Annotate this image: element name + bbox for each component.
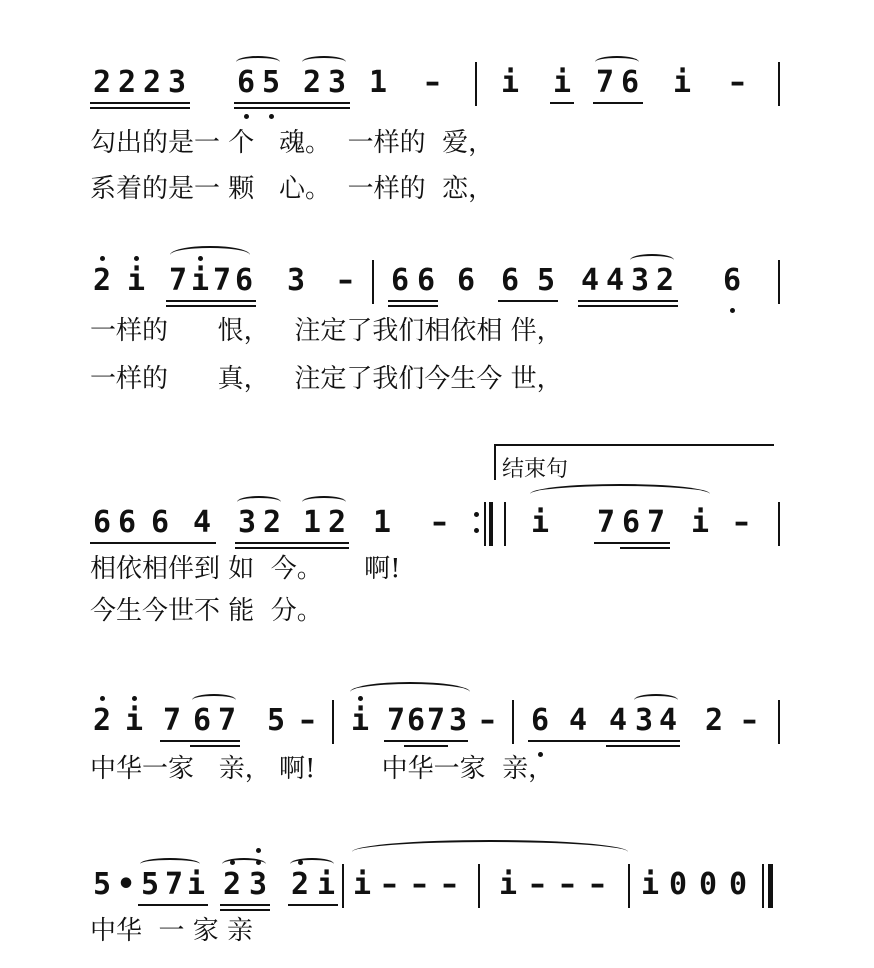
dash: – [382, 867, 397, 902]
beam [528, 740, 680, 742]
dash: – [300, 703, 315, 738]
note: 1 [302, 505, 322, 540]
high-octave-dot [230, 860, 235, 865]
slur [302, 496, 346, 508]
note: 7 [217, 703, 237, 738]
note: i [672, 65, 692, 100]
high-octave-dot [298, 860, 303, 865]
lyric-verse-2: 系着的是一 颗 心。 一样的 恋， [90, 174, 495, 204]
beam [384, 740, 468, 742]
barline [778, 700, 780, 744]
note: 7 [386, 703, 406, 738]
note: 7 [162, 703, 182, 738]
high-octave-dot [100, 696, 105, 701]
lyric-verse-1: 中华 一 家 亲 [90, 916, 254, 946]
barline [342, 864, 344, 908]
note: 7 [212, 263, 232, 298]
beam [578, 305, 678, 307]
lyric-verse-1: 相依相伴到 如 今。 啊! [90, 554, 401, 584]
note: 6 [117, 505, 137, 540]
beam [498, 300, 558, 302]
note: 4 [580, 263, 600, 298]
note: 5 [140, 867, 160, 902]
barline [778, 260, 780, 304]
dash: – [338, 263, 353, 298]
lyric-verse-1: 中华一家 亲， 啊! 中华一家 亲， [90, 754, 555, 784]
beam [388, 300, 438, 302]
note: 4 [658, 703, 678, 738]
beam [235, 547, 349, 549]
note: 2 [142, 65, 162, 100]
dash: – [734, 505, 749, 540]
beam [160, 740, 240, 742]
note: 6 [500, 263, 520, 298]
beam [550, 102, 574, 104]
beam [620, 547, 670, 549]
note: 6 [234, 263, 254, 298]
notes-line-1 [0, 60, 874, 110]
barline [478, 864, 480, 908]
beam [593, 102, 643, 104]
ending-label: 结束句 [502, 457, 569, 482]
note: i [640, 867, 660, 902]
beam [235, 542, 349, 544]
barline [332, 700, 334, 744]
high-octave-dot [132, 696, 137, 701]
note: 0 [668, 867, 688, 902]
barline [628, 864, 630, 908]
slur [595, 56, 639, 68]
final-barline [762, 864, 764, 908]
repeat-dot [474, 528, 479, 533]
note: 0 [698, 867, 718, 902]
dash: – [560, 867, 575, 902]
note: 7 [168, 263, 188, 298]
note: 6 [416, 263, 436, 298]
notes-line-3 [0, 500, 874, 550]
note: 3 [448, 703, 468, 738]
barline [372, 260, 374, 304]
note: i [190, 263, 210, 298]
lyric-verse-1: 勾出的是一 个 魂。 一样的 爱， [90, 128, 495, 158]
low-octave-dot [269, 114, 274, 119]
note: 2 [655, 263, 675, 298]
dash: – [442, 867, 457, 902]
note: 0 [728, 867, 748, 902]
slur [302, 56, 346, 68]
beam [220, 904, 270, 906]
fermata-dot [256, 848, 261, 853]
note: 3 [248, 867, 268, 902]
beam [220, 909, 270, 911]
barline [475, 62, 477, 106]
note: 3 [327, 65, 347, 100]
high-octave-dot [358, 696, 363, 701]
dash: – [425, 65, 440, 100]
barline [778, 502, 780, 546]
note: 3 [634, 703, 654, 738]
beam [90, 102, 190, 104]
high-octave-dot [256, 860, 261, 865]
beam [234, 107, 350, 109]
beam [234, 102, 350, 104]
note: 6 [621, 505, 641, 540]
high-octave-dot [100, 256, 105, 261]
low-octave-dot [244, 114, 249, 119]
beam [166, 300, 256, 302]
note: i [316, 867, 336, 902]
high-octave-dot [198, 256, 203, 261]
note: 6 [192, 703, 212, 738]
note: 2 [704, 703, 724, 738]
note: 4 [608, 703, 628, 738]
beam [404, 745, 448, 747]
dash: – [412, 867, 427, 902]
beam [388, 305, 438, 307]
beam [606, 745, 680, 747]
slur [237, 496, 281, 508]
beam [166, 305, 256, 307]
slur [140, 858, 200, 870]
note: 2 [92, 703, 112, 738]
note: 5 [266, 703, 286, 738]
beam [578, 300, 678, 302]
note: 6 [150, 505, 170, 540]
note: 6 [722, 263, 742, 298]
note: i [500, 65, 520, 100]
note: 2 [92, 65, 112, 100]
slur [530, 484, 710, 504]
note: 4 [605, 263, 625, 298]
beam [90, 542, 216, 544]
notes-line-4 [0, 698, 874, 748]
slur [634, 694, 678, 706]
dash: – [530, 867, 545, 902]
note: 2 [262, 505, 282, 540]
note: 2 [290, 867, 310, 902]
note: i [530, 505, 550, 540]
note: 1 [372, 505, 392, 540]
note: 5 [261, 65, 281, 100]
note: 7 [426, 703, 446, 738]
dash: – [590, 867, 605, 902]
note: 6 [92, 505, 112, 540]
note: i [186, 867, 206, 902]
note: 5 [536, 263, 556, 298]
barline [512, 700, 514, 744]
beam [594, 542, 670, 544]
lyric-verse-2: 一样的 真， 注定了我们今生今 世， [90, 364, 563, 394]
note: 3 [286, 263, 306, 298]
note: 2 [327, 505, 347, 540]
beam [90, 107, 190, 109]
dash: – [730, 65, 745, 100]
slur [350, 682, 470, 702]
note: i [552, 65, 572, 100]
note: 6 [390, 263, 410, 298]
slur [192, 694, 236, 706]
note: 6 [236, 65, 256, 100]
notes-line-5 [0, 862, 874, 912]
note: 2 [302, 65, 322, 100]
notes-line-2 [0, 258, 874, 308]
slur [630, 254, 674, 266]
note: 5 [92, 867, 112, 902]
note: 4 [568, 703, 588, 738]
beam [138, 904, 208, 906]
note: 7 [164, 867, 184, 902]
note: 3 [630, 263, 650, 298]
note: 2 [222, 867, 242, 902]
barline [484, 502, 486, 546]
note: i [126, 263, 146, 298]
note: i [124, 703, 144, 738]
slur [352, 840, 628, 864]
barline [504, 502, 506, 546]
slur [290, 858, 334, 870]
note: 6 [456, 263, 476, 298]
note: 3 [237, 505, 257, 540]
low-octave-dot [730, 308, 735, 313]
note: 6 [406, 703, 426, 738]
note: 1 [368, 65, 388, 100]
slur [170, 246, 250, 264]
lyric-verse-1: 一样的 恨， 注定了我们相依相 伴， [90, 316, 563, 346]
beam [288, 904, 338, 906]
note: 6 [620, 65, 640, 100]
repeat-dot [474, 512, 479, 517]
beam [190, 745, 240, 747]
barline [778, 62, 780, 106]
note: i [498, 867, 518, 902]
note: 3 [167, 65, 187, 100]
note: 4 [192, 505, 212, 540]
note: • [116, 867, 136, 902]
note: i [350, 703, 370, 738]
note: 2 [92, 263, 112, 298]
note: 2 [117, 65, 137, 100]
dash: – [742, 703, 757, 738]
slur [236, 56, 280, 68]
note: 6 [530, 703, 550, 738]
high-octave-dot [134, 256, 139, 261]
dash: – [432, 505, 447, 540]
final-barline-thick [768, 864, 773, 908]
note: i [352, 867, 372, 902]
note: 7 [646, 505, 666, 540]
note: 7 [595, 65, 615, 100]
dash: – [480, 703, 495, 738]
note: i [690, 505, 710, 540]
lyric-verse-2: 今生今世不 能 分。 [90, 596, 323, 626]
barline-thick [489, 502, 493, 546]
note: 7 [596, 505, 616, 540]
